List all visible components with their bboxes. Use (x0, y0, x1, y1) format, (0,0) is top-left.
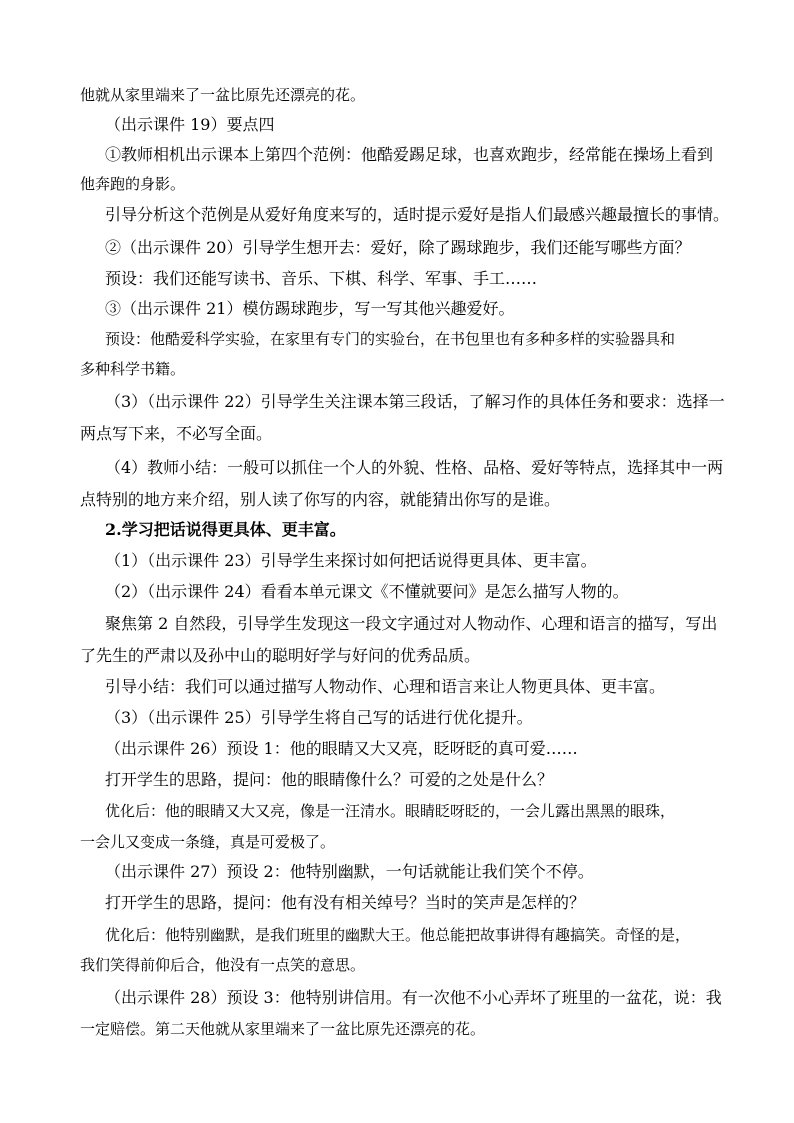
paragraph-line: ②（出示课件 20）引导学生想开去：爱好，除了踢球跑步，我们还能写哪些方面？ (105, 238, 691, 257)
paragraph-line: （出示课件 19）要点四 (105, 115, 275, 134)
paragraph-line: 优化后：他特别幽默，是我们班里的幽默大王。他总能把故事讲得有趣搞笑。奇怪的是， (105, 926, 691, 944)
paragraph-line: 他奔跑的身影。 (80, 175, 186, 193)
paragraph-line: 一定赔偿。第二天他就从家里端来了一盆比原先还漂亮的花。 (80, 1020, 486, 1038)
paragraph-line: ③（出示课件 21）模仿踢球跑步，写一写其他兴趣爱好。 (105, 299, 515, 318)
paragraph-line: 我们笑得前仰后合，他没有一点笑的意思。 (80, 956, 366, 974)
paragraph-line: 一会儿又变成一条缝，真是可爱极了。 (80, 833, 336, 851)
paragraph-line: 优化后：他的眼睛又大又亮，像是一汪清水。眼睛眨呀眨的，一会儿露出黑黑的眼珠， (105, 802, 676, 820)
paragraph-line: 点特别的地方来介绍，别人读了你写的内容，就能猜出你写的是谁。 (80, 490, 561, 509)
paragraph-line: （出示课件 28）预设 3：他特别讲信用。有一次他不小心弄坏了班里的一盆花，说：我 (105, 988, 722, 1007)
paragraph-line: 他就从家里端来了一盆比原先还漂亮的花。 (80, 86, 366, 104)
paragraph-line: （3）（出示课件 22）引导学生关注课本第三段话，了解习作的具体任务和要求：选择一 (105, 392, 725, 411)
paragraph-line: 聚焦第 2 自然段，引导学生发现这一段文字通过对人物动作、心理和语言的描写，写出 (105, 614, 718, 633)
paragraph-line: （4）教师小结：一般可以抓住一个人的外貌、性格、品格、爱好等特点，选择其中一两 (105, 458, 724, 477)
paragraph-line: 打开学生的思路，提问：他有没有相关绰号？当时的笑声是怎样的？ (105, 893, 586, 912)
paragraph-line: ①教师相机出示课本上第四个范例：他酷爱踢足球，也喜欢跑步，经常能在操场上看到 (105, 145, 714, 164)
paragraph-line: 两点写下来，不必写全面。 (80, 424, 273, 443)
paragraph-line: 打开学生的思路，提问：他的眼睛像什么？可爱的之处是什么？ (105, 770, 554, 789)
paragraph-line: （出示课件 27）预设 2：他特别幽默，一句话就能让我们笑个不停。 (105, 862, 594, 881)
paragraph-line: （出示课件 26）预设 1：他的眼睛又大又亮，眨呀眨的真可爱…… (105, 739, 578, 758)
paragraph-line: 引导分析这个范例是从爱好角度来写的，适时提示爱好是指人们最感兴趣最擅长的事情。 (105, 205, 730, 224)
paragraph-line: （3）（出示课件 25）引导学生将自己写的话进行优化提升。 (105, 708, 533, 727)
paragraph-line: 预设：他酷爱科学实验，在家里有专门的实验台，在书包里也有多种多样的实验器具和 (105, 330, 676, 348)
paragraph-line: 引导小结：我们可以通过描写人物动作、心理和语言来让人物更具体、更丰富。 (105, 677, 666, 696)
paragraph-line: 了先生的严肃以及孙中山的聪明好学与好问的优秀品质。 (80, 646, 481, 665)
paragraph-line: （2）（出示课件 24）看看本单元课文《不懂就要问》是怎么描写人物的。 (105, 582, 629, 601)
section-heading: 2.学习把话说得更具体、更丰富。 (105, 520, 346, 539)
paragraph-line: 预设：我们还能写读书、音乐、下棋、科学、军事、手工…… (105, 269, 538, 288)
paragraph-line: 多种科学书籍。 (80, 360, 186, 378)
paragraph-line: （1）（出示课件 23）引导学生来探讨如何把话说得更具体、更丰富。 (105, 551, 597, 570)
